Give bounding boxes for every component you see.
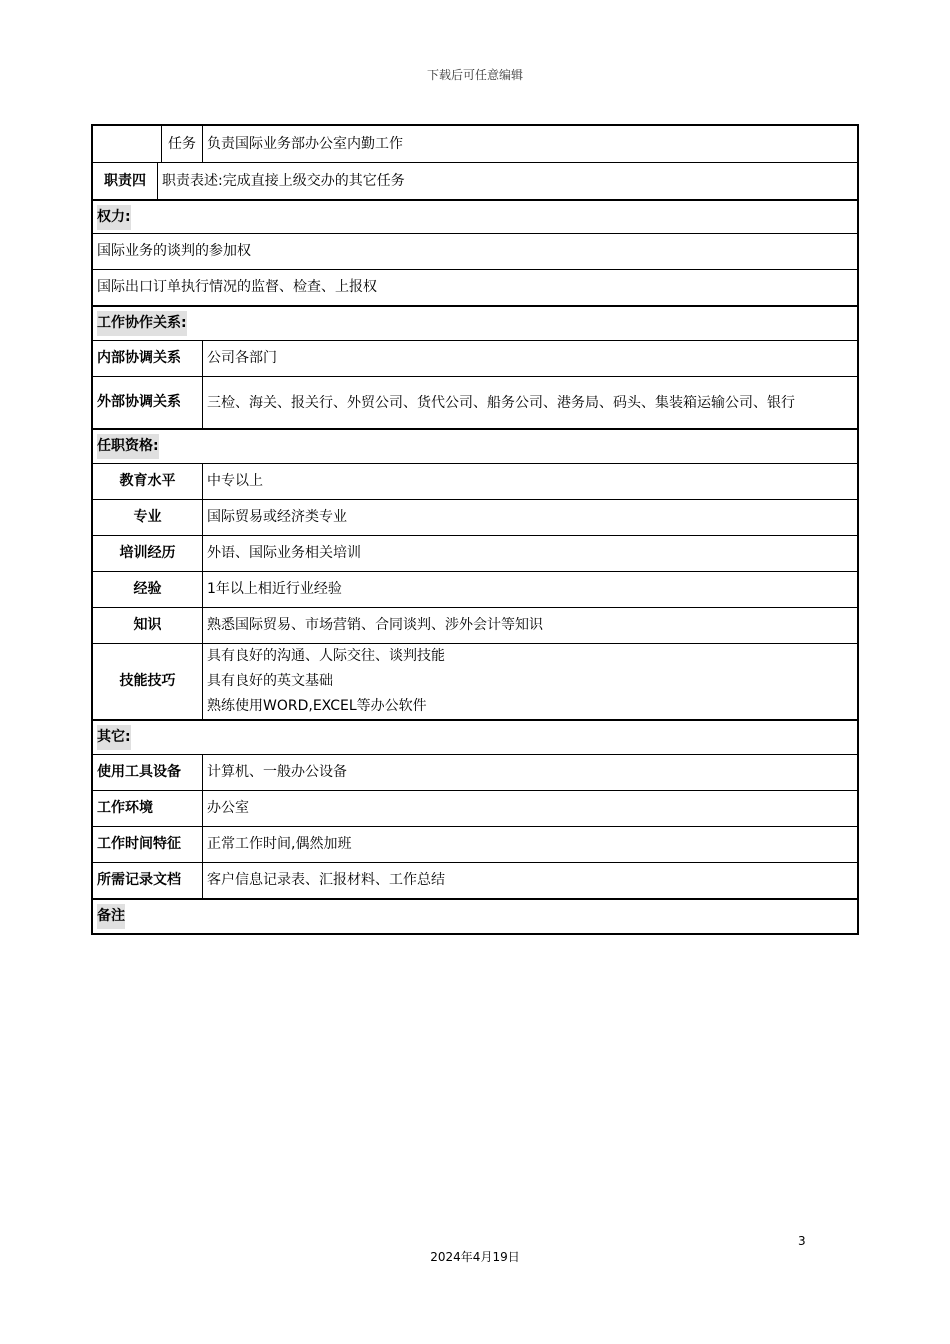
remarks-row [93, 898, 857, 933]
major-row [93, 499, 857, 535]
cooperation-title: 工作协作关系: [97, 311, 187, 336]
skill-item: 具有良好的沟通、人际交往、谈判技能 [207, 648, 445, 664]
other-title-row [93, 719, 857, 754]
work-time-label: 工作时间特征 [97, 836, 181, 852]
tools-label: 使用工具设备 [97, 764, 181, 780]
records-label: 所需记录文档 [97, 872, 181, 888]
task-label: 任务 [161, 126, 202, 162]
experience-label: 经验 [133, 581, 162, 597]
education-value: 中专以上 [202, 464, 857, 499]
authority-item-row [93, 269, 857, 305]
cooperation-title-row [93, 305, 857, 340]
header-note: 下载后可任意编辑 [426, 68, 523, 82]
training-row [93, 535, 857, 571]
knowledge-value: 熟悉国际贸易、市场营销、合同谈判、涉外会计等知识 [202, 608, 857, 643]
work-time-value: 正常工作时间,偶然加班 [202, 827, 857, 862]
job-description-table [91, 124, 859, 935]
skill-item: 具有良好的英文基础 [207, 673, 333, 689]
skill-item: 熟练使用WORD,EXCEL等办公软件 [207, 698, 427, 714]
external-coordination-row [93, 376, 857, 428]
tools-row [93, 754, 857, 790]
blank-cell [93, 126, 161, 162]
records-row [93, 862, 857, 898]
authority-title: 权力: [97, 205, 131, 230]
skills-label: 技能技巧 [119, 673, 176, 689]
education-row [93, 463, 857, 499]
page-number: 3 [798, 1234, 806, 1248]
tools-value: 计算机、一般办公设备 [202, 755, 857, 790]
knowledge-row [93, 607, 857, 643]
environment-row [93, 790, 857, 826]
qualification-title: 任职资格: [97, 434, 159, 459]
remarks-title: 备注 [97, 904, 125, 929]
authority-item: 国际业务的谈判的参加权 [97, 243, 251, 259]
internal-coordination-label: 内部协调关系 [97, 350, 181, 366]
major-label: 专业 [133, 509, 162, 525]
external-coordination-value: 三检、海关、报关行、外贸公司、货代公司、船务公司、港务局、码头、集装箱运输公司、银行 [202, 377, 857, 428]
training-label: 培训经历 [119, 545, 176, 561]
task-value: 负责国际业务部办公室内勤工作 [202, 126, 857, 162]
major-value: 国际贸易或经济类专业 [202, 500, 857, 535]
internal-coordination-value: 公司各部门 [202, 341, 857, 376]
experience-value: 1年以上相近行业经验 [202, 572, 857, 607]
work-time-row [93, 826, 857, 862]
education-label: 教育水平 [119, 473, 176, 489]
skills-values [202, 644, 857, 719]
duty4-label: 职责四 [104, 172, 146, 189]
qualification-title-row [93, 428, 857, 463]
skills-row [93, 643, 857, 719]
authority-title-row [93, 199, 857, 233]
training-value: 外语、国际业务相关培训 [202, 536, 857, 571]
authority-item-row [93, 233, 857, 269]
duty4-value: 职责表述:完成直接上级交办的其它任务 [157, 163, 857, 199]
environment-value: 办公室 [202, 791, 857, 826]
authority-item: 国际出口订单执行情况的监督、检查、上报权 [97, 279, 377, 295]
knowledge-label: 知识 [133, 617, 162, 633]
records-value: 客户信息记录表、汇报材料、工作总结 [202, 863, 857, 898]
task-row [93, 126, 857, 162]
environment-label: 工作环境 [97, 800, 153, 816]
experience-row [93, 571, 857, 607]
internal-coordination-row [93, 340, 857, 376]
other-title: 其它: [97, 725, 131, 750]
footer-date: 2024年4月19日 [430, 1250, 520, 1264]
duty4-row [93, 162, 857, 199]
external-coordination-label: 外部协调关系 [97, 394, 181, 410]
